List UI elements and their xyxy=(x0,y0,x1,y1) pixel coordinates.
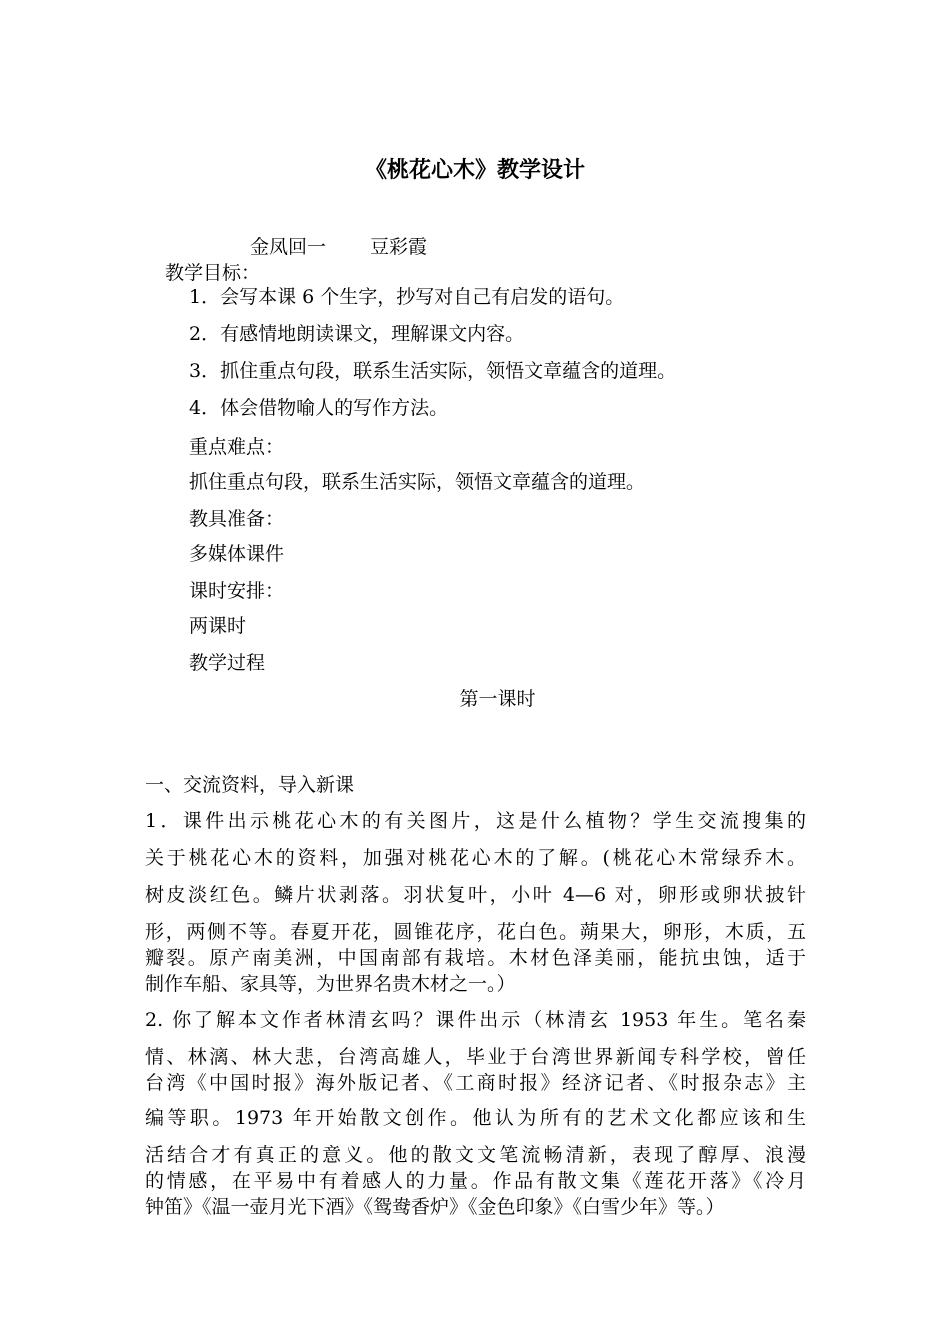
paragraph-two-line: 台湾《中国时报》海外版记者、《工商时报》经济记者、《时报杂志》主 xyxy=(145,1072,806,1094)
paragraph-two-line: 的情感，在平易中有着感人的力量。作品有散文集《莲花开落》《冷月 xyxy=(145,1170,806,1192)
schedule-heading: 课时安排： xyxy=(189,580,285,602)
objectives-heading: 教学目标： xyxy=(165,262,261,284)
lesson-heading: 第一课时 xyxy=(459,688,536,710)
paragraph-one-line: 制作车船、家具等，为世界名贵木材之一。） xyxy=(145,973,516,995)
objective-item: 2．有感情地朗读课文，理解课文内容。 xyxy=(189,323,525,345)
authors-line xyxy=(250,234,427,260)
objective-item: 4．体会借物喻人的写作方法。 xyxy=(189,397,449,419)
preparation-text: 多媒体课件 xyxy=(189,543,285,565)
document-title: 《桃花心木》教学设计 xyxy=(364,158,585,183)
paragraph-one-line: 1．课件出示桃花心木的有关图片，这是什么植物？学生交流搜集的 xyxy=(145,810,806,832)
paragraph-two-line: 编等职。1973 年开始散文创作。他认为所有的艺术文化都应该和生 xyxy=(145,1107,806,1129)
paragraph-two-line: 活结合才有真正的意义。他的散文文笔流畅清新，表现了醇厚、浪漫 xyxy=(145,1144,806,1166)
objective-item: 3．抓住重点句段，联系生活实际，领悟文章蕴含的道理。 xyxy=(189,360,677,382)
paragraph-one-line: 瓣裂。原产南美洲，中国南部有栽培。木材色泽美丽，能抗虫蚀，适于 xyxy=(145,947,806,969)
paragraph-one-line: 树皮淡红色。鳞片状剥落。羽状复叶，小叶 4—6 对，卵形或卵状披针 xyxy=(145,884,806,906)
paragraph-two-line: 钟笛》《温一壶月光下酒》《鸳鸯香炉》《金色印象》《白雪少年》等。） xyxy=(145,1196,725,1218)
key-points-heading: 重点难点： xyxy=(189,436,285,458)
preparation-heading: 教具准备： xyxy=(189,508,285,530)
process-heading: 教学过程 xyxy=(189,652,266,674)
author-name: 豆彩霞 xyxy=(370,236,428,258)
section-heading: 一、交流资料，导入新课 xyxy=(145,774,355,796)
paragraph-one-line: 形，两侧不等。春夏开花，圆锥花序，花白色。蒴果大，卵形，木质，五 xyxy=(145,921,806,943)
author-name: 金凤回一 xyxy=(250,236,327,258)
paragraph-one-line: 关于桃花心木的资料，加强对桃花心木的了解。(桃花心木常绿乔木。 xyxy=(145,847,806,869)
key-points-text: 抓住重点句段，联系生活实际，领悟文章蕴含的道理。 xyxy=(189,471,646,493)
schedule-text: 两课时 xyxy=(189,615,247,637)
objective-item: 1．会写本课 6 个生字，抄写对自己有启发的语句。 xyxy=(189,286,625,308)
paragraph-two-line: 2. 你了解本文作者林清玄吗？课件出示（林清玄 1953 年生。笔名秦 xyxy=(145,1009,806,1031)
paragraph-two-line: 情、林漓、林大悲，台湾高雄人，毕业于台湾世界新闻专科学校，曾任 xyxy=(145,1046,806,1068)
